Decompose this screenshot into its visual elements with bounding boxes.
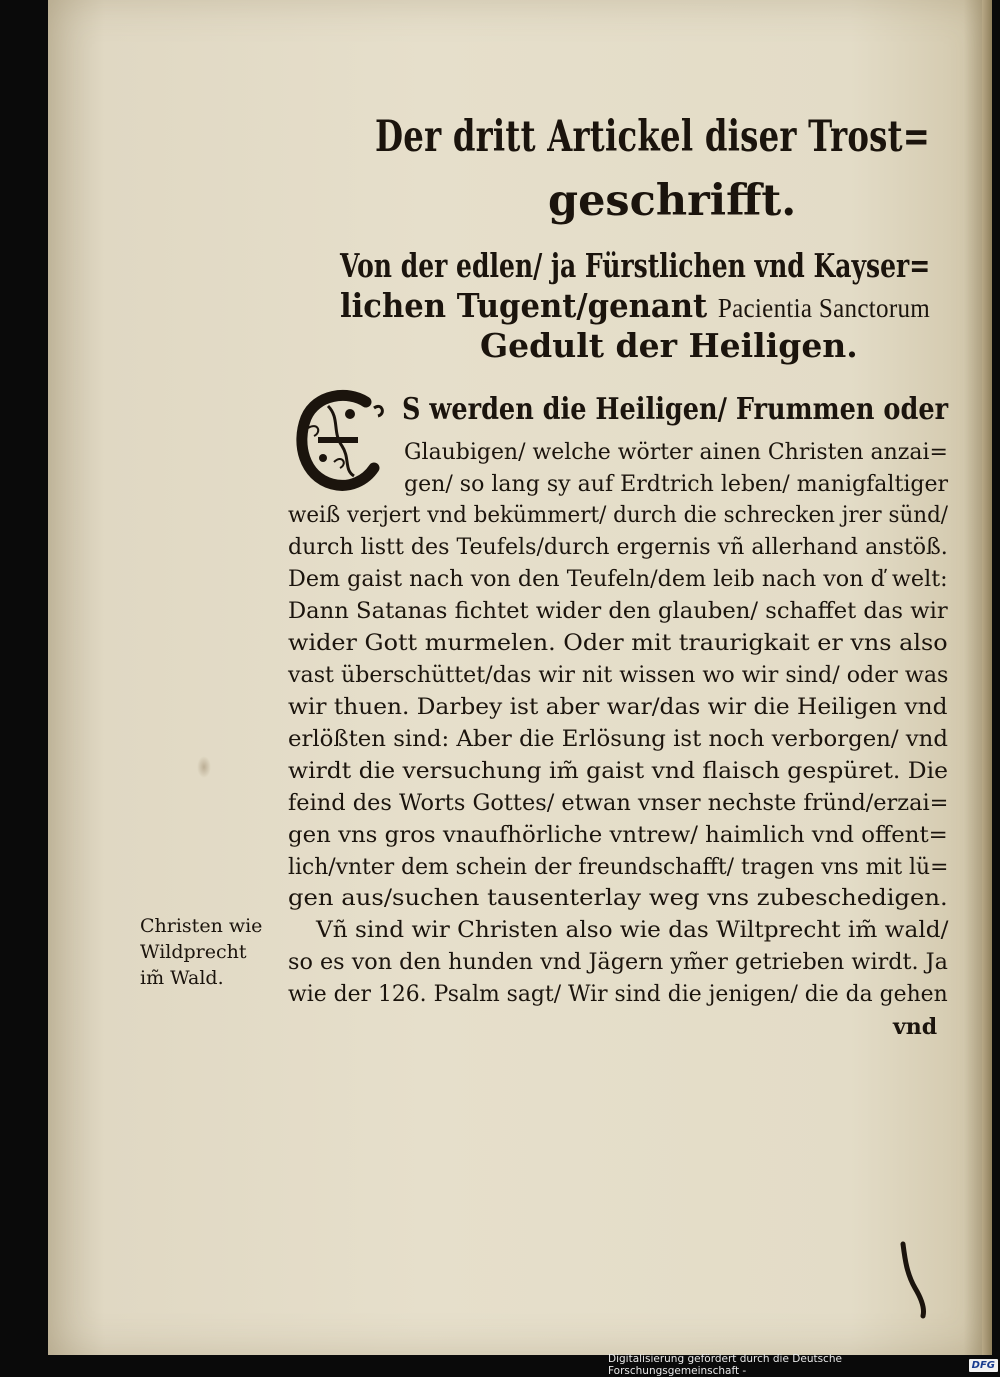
catchword: vnd	[893, 1014, 938, 1040]
heading-line-2: geschrifft.	[548, 176, 797, 226]
text-line: Dann Satanas fichtet wider den glauben/ schaffet das wir	[288, 599, 948, 624]
text-line: wider Gott murmelen. Oder mit traurigkait er vns also	[288, 631, 948, 656]
text-line: Glaubigen/ welche wörter ainen Christen anzai=	[404, 440, 948, 465]
paper-stain	[197, 756, 211, 778]
ink-mark-icon	[895, 1240, 935, 1320]
subheading-prefix: lichen Tugent/genant	[340, 286, 718, 325]
first-text-line: S werden die Heiligen/ Frummen oder	[402, 392, 949, 427]
margin-note-line: Christen wie	[140, 915, 263, 937]
margin-note-line: Wildprecht	[140, 941, 247, 963]
page-edge	[982, 0, 992, 1355]
text-line: weiß verjert vnd bekümmert/ durch die schrecken jrer sünd/	[288, 503, 949, 528]
text-line: gen/ so lang sy auf Erdtrich leben/ manigfaltiger	[404, 472, 949, 497]
subheading-line-3: Gedult der Heiligen.	[480, 326, 858, 365]
text-line: Dem gaist nach von den Teufeln/dem leib nach von ď welt:	[288, 567, 948, 592]
text-line: so es von den hunden vnd Jägern ym̃er getrieben wirdt. Ja	[288, 950, 948, 975]
margin-note-line: im̃ Wald.	[140, 967, 224, 989]
subheading-line-1: Von der edlen/ ja Fürstlichen vnd Kayser=	[340, 246, 931, 285]
dfg-logo: DFG	[969, 1359, 998, 1372]
text-line: lich/vnter dem schein der freundschafft/ tragen vns mit lü=	[288, 855, 949, 880]
text-line: vast überschüttet/das wir nit wissen wo wir sind/ oder was	[288, 663, 949, 688]
text-line: feind des Worts Gottes/ etwan vnser nechste fründ/erzai=	[288, 791, 949, 816]
text-line: gen vns gros vnaufhörliche vntrew/ haimlich vnd offent=	[288, 823, 948, 848]
text-line: wir thuen. Darbey ist aber war/das wir die Heiligen vnd	[288, 695, 948, 720]
text-line: wirdt die versuchung im̃ gaist vnd flaisch gespüret. Die	[288, 759, 948, 784]
text-line: durch listt des Teufels/durch ergernis vñ allerhand anstöß.	[288, 535, 948, 560]
heading-line-1: Der dritt Artickel diser Trost=	[375, 112, 931, 162]
text-line: wie der 126. Psalm sagt/ Wir sind die jenigen/ die da gehen	[288, 982, 948, 1007]
latin-phrase: Pacientia Sanctorum	[717, 293, 931, 323]
subheading-line-2	[340, 286, 930, 325]
text-line: Vñ sind wir Christen also wie das Wiltprecht im̃ wald/	[316, 918, 949, 943]
text-line: erlößten sind: Aber die Erlösung ist noch verborgen/ vnd	[288, 727, 948, 752]
footer-credit: Digitalisierung gefördert durch die Deutsche Forschungsgemeinschaft -	[608, 1353, 842, 1377]
text-line: gen aus/suchen tausenterlay weg vns zubeschedigen.	[288, 886, 948, 911]
digitization-footer	[608, 1353, 998, 1377]
decorated-initial-e-icon	[288, 388, 388, 493]
